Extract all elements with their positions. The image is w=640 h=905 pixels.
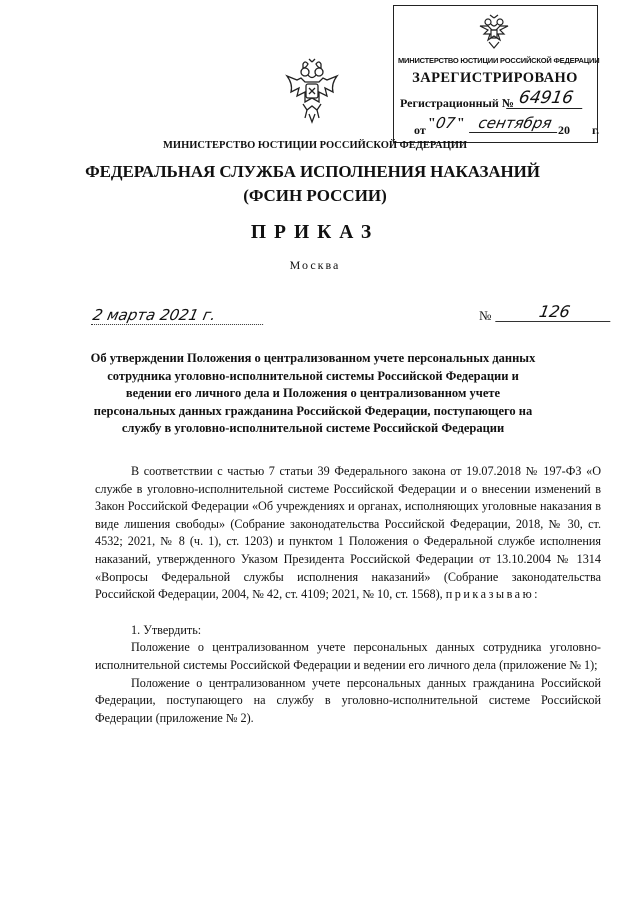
stamp-reg-label: Регистрационный № [400, 96, 514, 110]
stamp-year-suffix: г. [592, 123, 600, 137]
order-number: 126 [495, 302, 614, 322]
service-abbreviation: (ФСИН РОССИИ) [243, 186, 387, 205]
stamp-month: сентября [469, 114, 561, 133]
document-type: ПРИКАЗ [250, 222, 380, 243]
preamble-text: В соответствии с частью 7 статьи 39 Федерального закона от 19.07.2018 № 197-ФЗ «О службе в уголовно-исполнительной системе Российской Федерации и о внесении изменений в Закон Российской Федерации «Об учреждениях и органах, исполняющих уголовные наказания в виде лишения свободы» (Собрание законодательства Российской Федерации, 2018, № 30, ст. 4532; 2021, № 8 (ч. 1), ст. 1203) и пунктом 1 Положения о Федеральной службе исполнения наказаний, утвержденного Указом Президента Российской Федерации от 13.10.2004 № 1314 «Вопросы Федеральной службы исполнения наказаний» (Собрание законодательства Российской Федерации, 2004, № 42, ст. 4109; 2021, № 10, ст. 1568), [95, 464, 601, 602]
command-text: приказываю: [445, 587, 541, 602]
stamp-day: 07 [434, 114, 457, 132]
item-1-a: Положение о централизованном учете персональных данных сотрудника уголовно-исполнительной системы Российской Федерации и ведении его личного дела (приложение № 1); [95, 640, 601, 672]
city: Москва [289, 258, 341, 272]
stamp-ministry: МИНИСТЕРСТВО ЮСТИЦИИ РОССИЙСКОЙ ФЕДЕРАЦИИ [398, 56, 600, 65]
stamp-reg-number: 64916 [506, 88, 586, 109]
stamp-year [558, 123, 599, 138]
preamble-paragraph [95, 463, 601, 604]
stamp-registered: ЗАРЕГИСТРИРОВАНО [412, 70, 578, 86]
stamp-quote-close: " [457, 116, 465, 131]
stamp-quote-open: " [428, 116, 436, 131]
order-date: 2 марта 2021 г. [91, 306, 267, 325]
order-number-label: № [479, 308, 492, 323]
stamp-year-value: 20 [558, 123, 570, 137]
stamp-from-label: от [414, 123, 426, 137]
document-body [95, 463, 601, 727]
item-1-b: Положение о централизованном учете персональных данных гражданина Российской Федерации, поступающего на службу в уголовно-исполнительной системе Российской Федерации (приложение № 2). [95, 675, 601, 725]
document-title: Об утверждении Положения о централизованном учете персональных данных сотрудника уголовно-исполнительной системы Российской Федерации и ведении его личного дела и Положения о централизованном учете персональных данных гражданина Российской Федерации, поступающего на службу в уголовно-исполнительной системе Российской Федерации [90, 351, 536, 436]
service-name: ФЕДЕРАЛЬНАЯ СЛУЖБА ИСПОЛНЕНИЯ НАКАЗАНИЙ [85, 162, 540, 181]
stamp-emblem-icon [474, 12, 514, 52]
coat-of-arms-icon [283, 58, 341, 124]
item-1: 1. Утвердить: [131, 622, 202, 637]
ministry-name: МИНИСТЕРСТВО ЮСТИЦИИ РОССИЙСКОЙ ФЕДЕРАЦИИ [163, 140, 468, 151]
